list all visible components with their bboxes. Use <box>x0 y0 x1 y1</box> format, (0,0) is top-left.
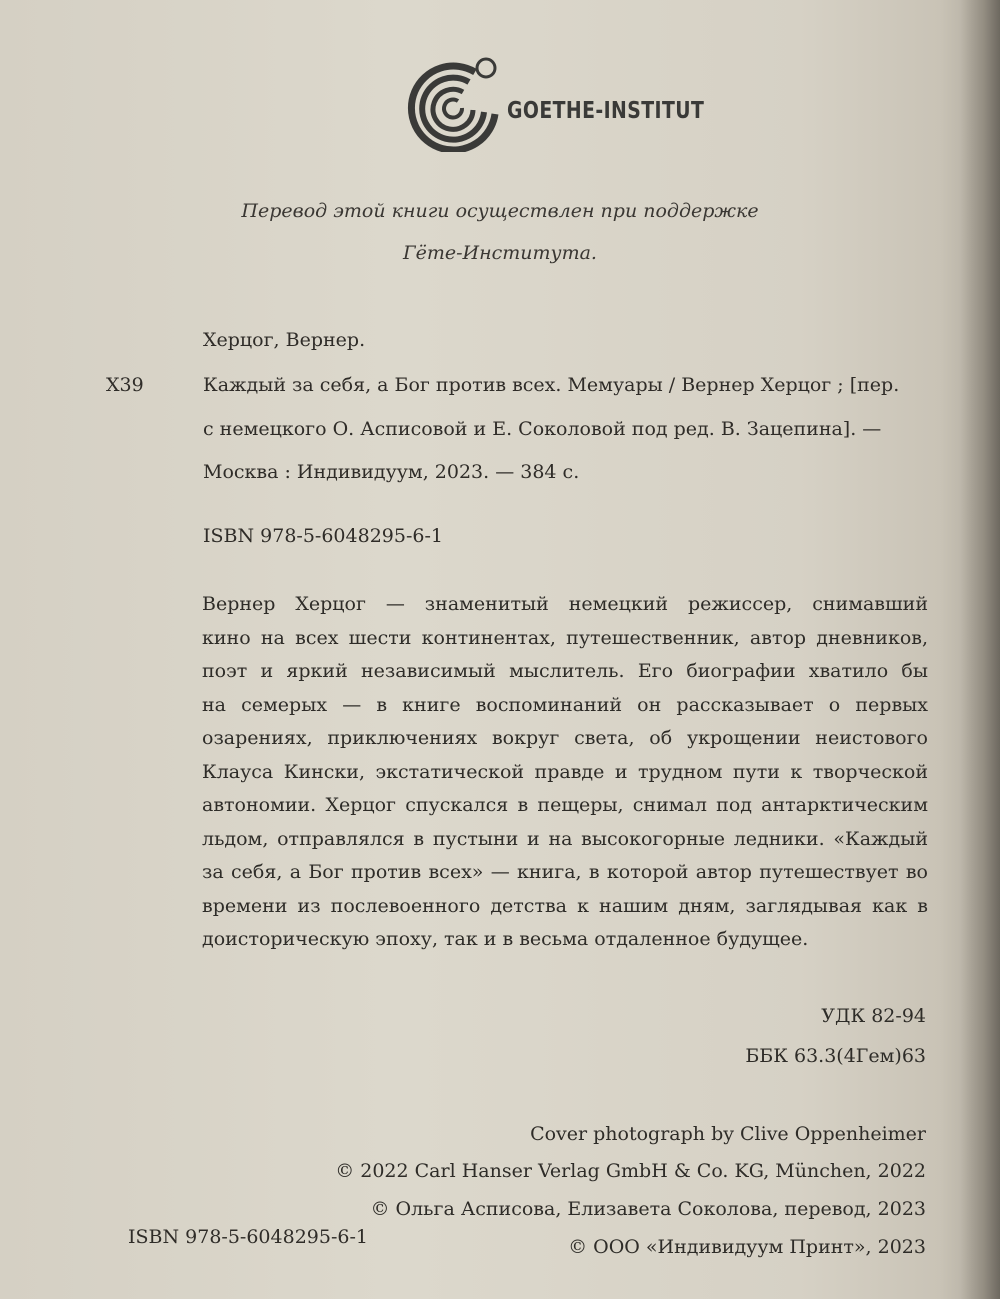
catalog-description-line: Москва : Индивидуум, 2023. — 384 с. <box>203 461 580 483</box>
support-note-line-1: Перевод этой книги осуществлен при поддержке <box>241 200 759 222</box>
catalog-description-line: с немецкого О. Асписовой и Е. Соколовой под ред. В. Зацепина]. — <box>203 418 882 440</box>
support-note-line-2: Гёте-Института. <box>403 242 597 264</box>
annotation-line: времени из послевоенного детства к нашим дням, заглядывая как в <box>202 894 928 917</box>
credits-isbn: ISBN 978-5-6048295-6-1 <box>128 1226 368 1248</box>
copyright-edition: © ООО «Индивидуум Принт», 2023 <box>568 1236 926 1258</box>
annotation-line: за себя, а Бог против всех» — книга, в которой автор путешествует во <box>202 861 928 883</box>
annotation-line: автономии. Херцог спускался в пещеры, снимал под антарктическим <box>202 794 928 816</box>
annotation-line: льдом, отправлялся в пустыни и на высокогорные ледники. «Каждый <box>202 827 928 850</box>
bbk-code: ББК 63.3(4Гем)63 <box>745 1045 926 1067</box>
catalog-code: Х39 <box>106 374 144 396</box>
logo-wordmark: GOETHE-INSTITUT <box>507 98 705 124</box>
copyright-publisher: © 2022 Carl Hanser Verlag GmbH & Co. KG, München, 2022 <box>335 1160 926 1182</box>
annotation-line: Вернер Херцог — знаменитый немецкий режиссер, снимавший <box>202 593 928 615</box>
cover-credit: Cover photograph by Clive Oppenheimer <box>530 1123 926 1145</box>
catalog-isbn: ISBN 978-5-6048295-6-1 <box>203 525 443 547</box>
annotation-line: доисторическую эпоху, так и в весьма отдаленное будущее. <box>202 928 809 950</box>
page-gutter-shadow <box>960 0 1000 1299</box>
annotation-line: озарениях, приключениях вокруг света, об укрощении неистового <box>202 727 928 749</box>
copyright-translation: © Ольга Асписова, Елизавета Соколова, перевод, 2023 <box>370 1198 926 1220</box>
annotation-line: Клауса Кински, экстатической правде и трудном пути к творческой <box>202 760 928 783</box>
udk-code: УДК 82-94 <box>821 1005 926 1027</box>
annotation-line: на семерых — в книге воспоминаний он рассказывает о первых <box>202 693 928 716</box>
goethe-institut-spiral-icon <box>403 52 503 152</box>
annotation-paragraph <box>202 593 928 962</box>
annotation-line: кино на всех шести континентах, путешественник, автор дневников, <box>202 626 928 649</box>
catalog-author: Херцог, Вернер. <box>203 329 366 351</box>
annotation-line: поэт и яркий независимый мыслитель. Его биографии хватило бы <box>202 660 928 682</box>
catalog-description-line: Каждый за себя, а Бог против всех. Мемуары / Вернер Херцог ; [пер. <box>203 374 900 396</box>
